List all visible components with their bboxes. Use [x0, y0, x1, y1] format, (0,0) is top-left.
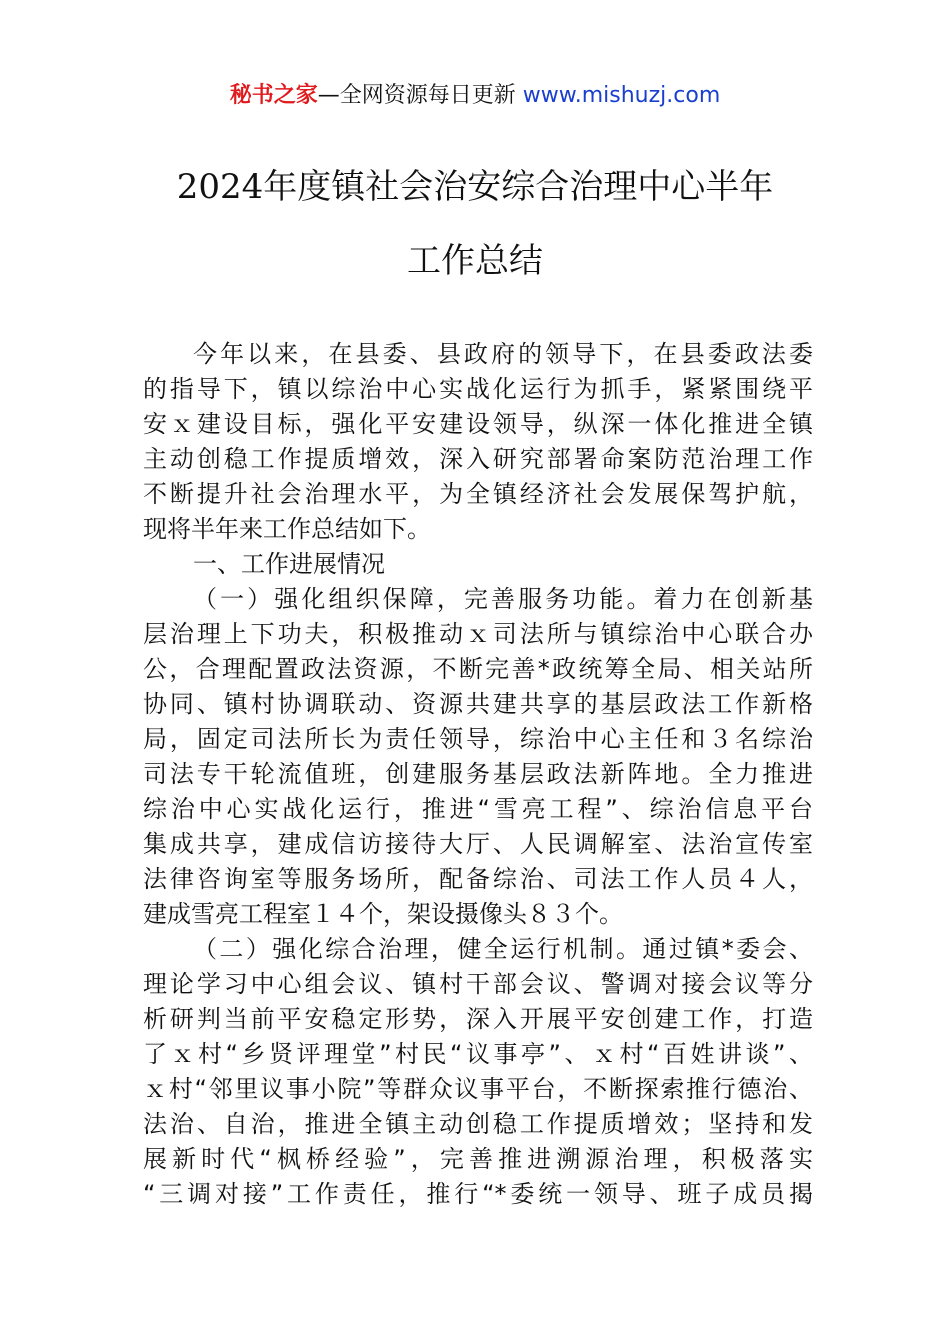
body-line: ｘ村“邻里议事小院”等群众议事平台，不断探索推行德治、 [143, 1075, 813, 1103]
body-line: 协同、镇村协调联动、资源共建共享的基层政法工作新格 [143, 690, 813, 718]
title-line-2: 工作总结 [407, 241, 543, 281]
document-title [0, 150, 950, 298]
body-line: 法治、自治，推进全镇主动创稳工作提质增效；坚持和发 [143, 1110, 813, 1138]
section-heading: 一、工作进展情况 [193, 550, 385, 578]
body-line: 层治理上下功夫，积极推动ｘ司法所与镇综治中心联合办 [143, 620, 813, 648]
body-line: 安ｘ建设目标，强化平安建设领导，纵深一体化推进全镇 [143, 410, 813, 438]
title-line-1: 2024年度镇社会治安综合治理中心半年 [176, 167, 774, 207]
body-line: 的指导下，镇以综治中心实战化运行为抓手，紧紧围绕平 [143, 375, 813, 403]
brand-name: 秘书之家 [229, 83, 318, 108]
site-url: www.mishuzj.com [522, 83, 721, 108]
body-line: 不断提升社会治理水平，为全镇经济社会发展保驾护航， [143, 480, 813, 508]
body-line: 建成雪亮工程室１４个，架设摄像头８３个。 [143, 900, 623, 928]
body-line: “三调对接”工作责任，推行“*委统一领导、班子成员揭 [143, 1180, 813, 1208]
header-tagline: —全网资源每日更新 [317, 83, 523, 108]
body-line: 综治中心实战化运行，推进“雪亮工程”、综治信息平台 [143, 795, 813, 823]
body-line: 了ｘ村“乡贤评理堂”村民“议事亭”、ｘ村“百姓讲谈”、 [143, 1040, 813, 1068]
body-line: （二）强化综合治理，健全运行机制。通过镇*委会、 [193, 935, 813, 963]
body-line: 集成共享，建成信访接待大厅、人民调解室、法治宣传室 [143, 830, 813, 858]
body-line: 主动创稳工作提质增效，深入研究部署命案防范治理工作 [143, 445, 813, 473]
body-line: 展新时代“枫桥经验”，完善推进溯源治理，积极落实 [143, 1145, 813, 1173]
body-line: 公，合理配置政法资源，不断完善*政统筹全局、相关站所 [143, 655, 813, 683]
body-line: 法律咨询室等服务场所，配备综治、司法工作人员４人， [143, 865, 813, 893]
site-header [0, 80, 950, 112]
body-line: 现将半年来工作总结如下。 [143, 515, 431, 543]
body-line: 局，固定司法所长为责任领导，综治中心主任和３名综治 [143, 725, 813, 753]
document-body [143, 337, 813, 1212]
body-line: 析研判当前平安稳定形势，深入开展平安创建工作，打造 [143, 1005, 813, 1033]
body-line: 司法专干轮流值班，创建服务基层政法新阵地。全力推进 [143, 760, 813, 788]
body-line: 今年以来，在县委、县政府的领导下，在县委政法委 [193, 340, 813, 368]
body-line: 理论学习中心组会议、镇村干部会议、警调对接会议等分 [143, 970, 813, 998]
body-line: （一）强化组织保障，完善服务功能。着力在创新基 [193, 585, 813, 613]
